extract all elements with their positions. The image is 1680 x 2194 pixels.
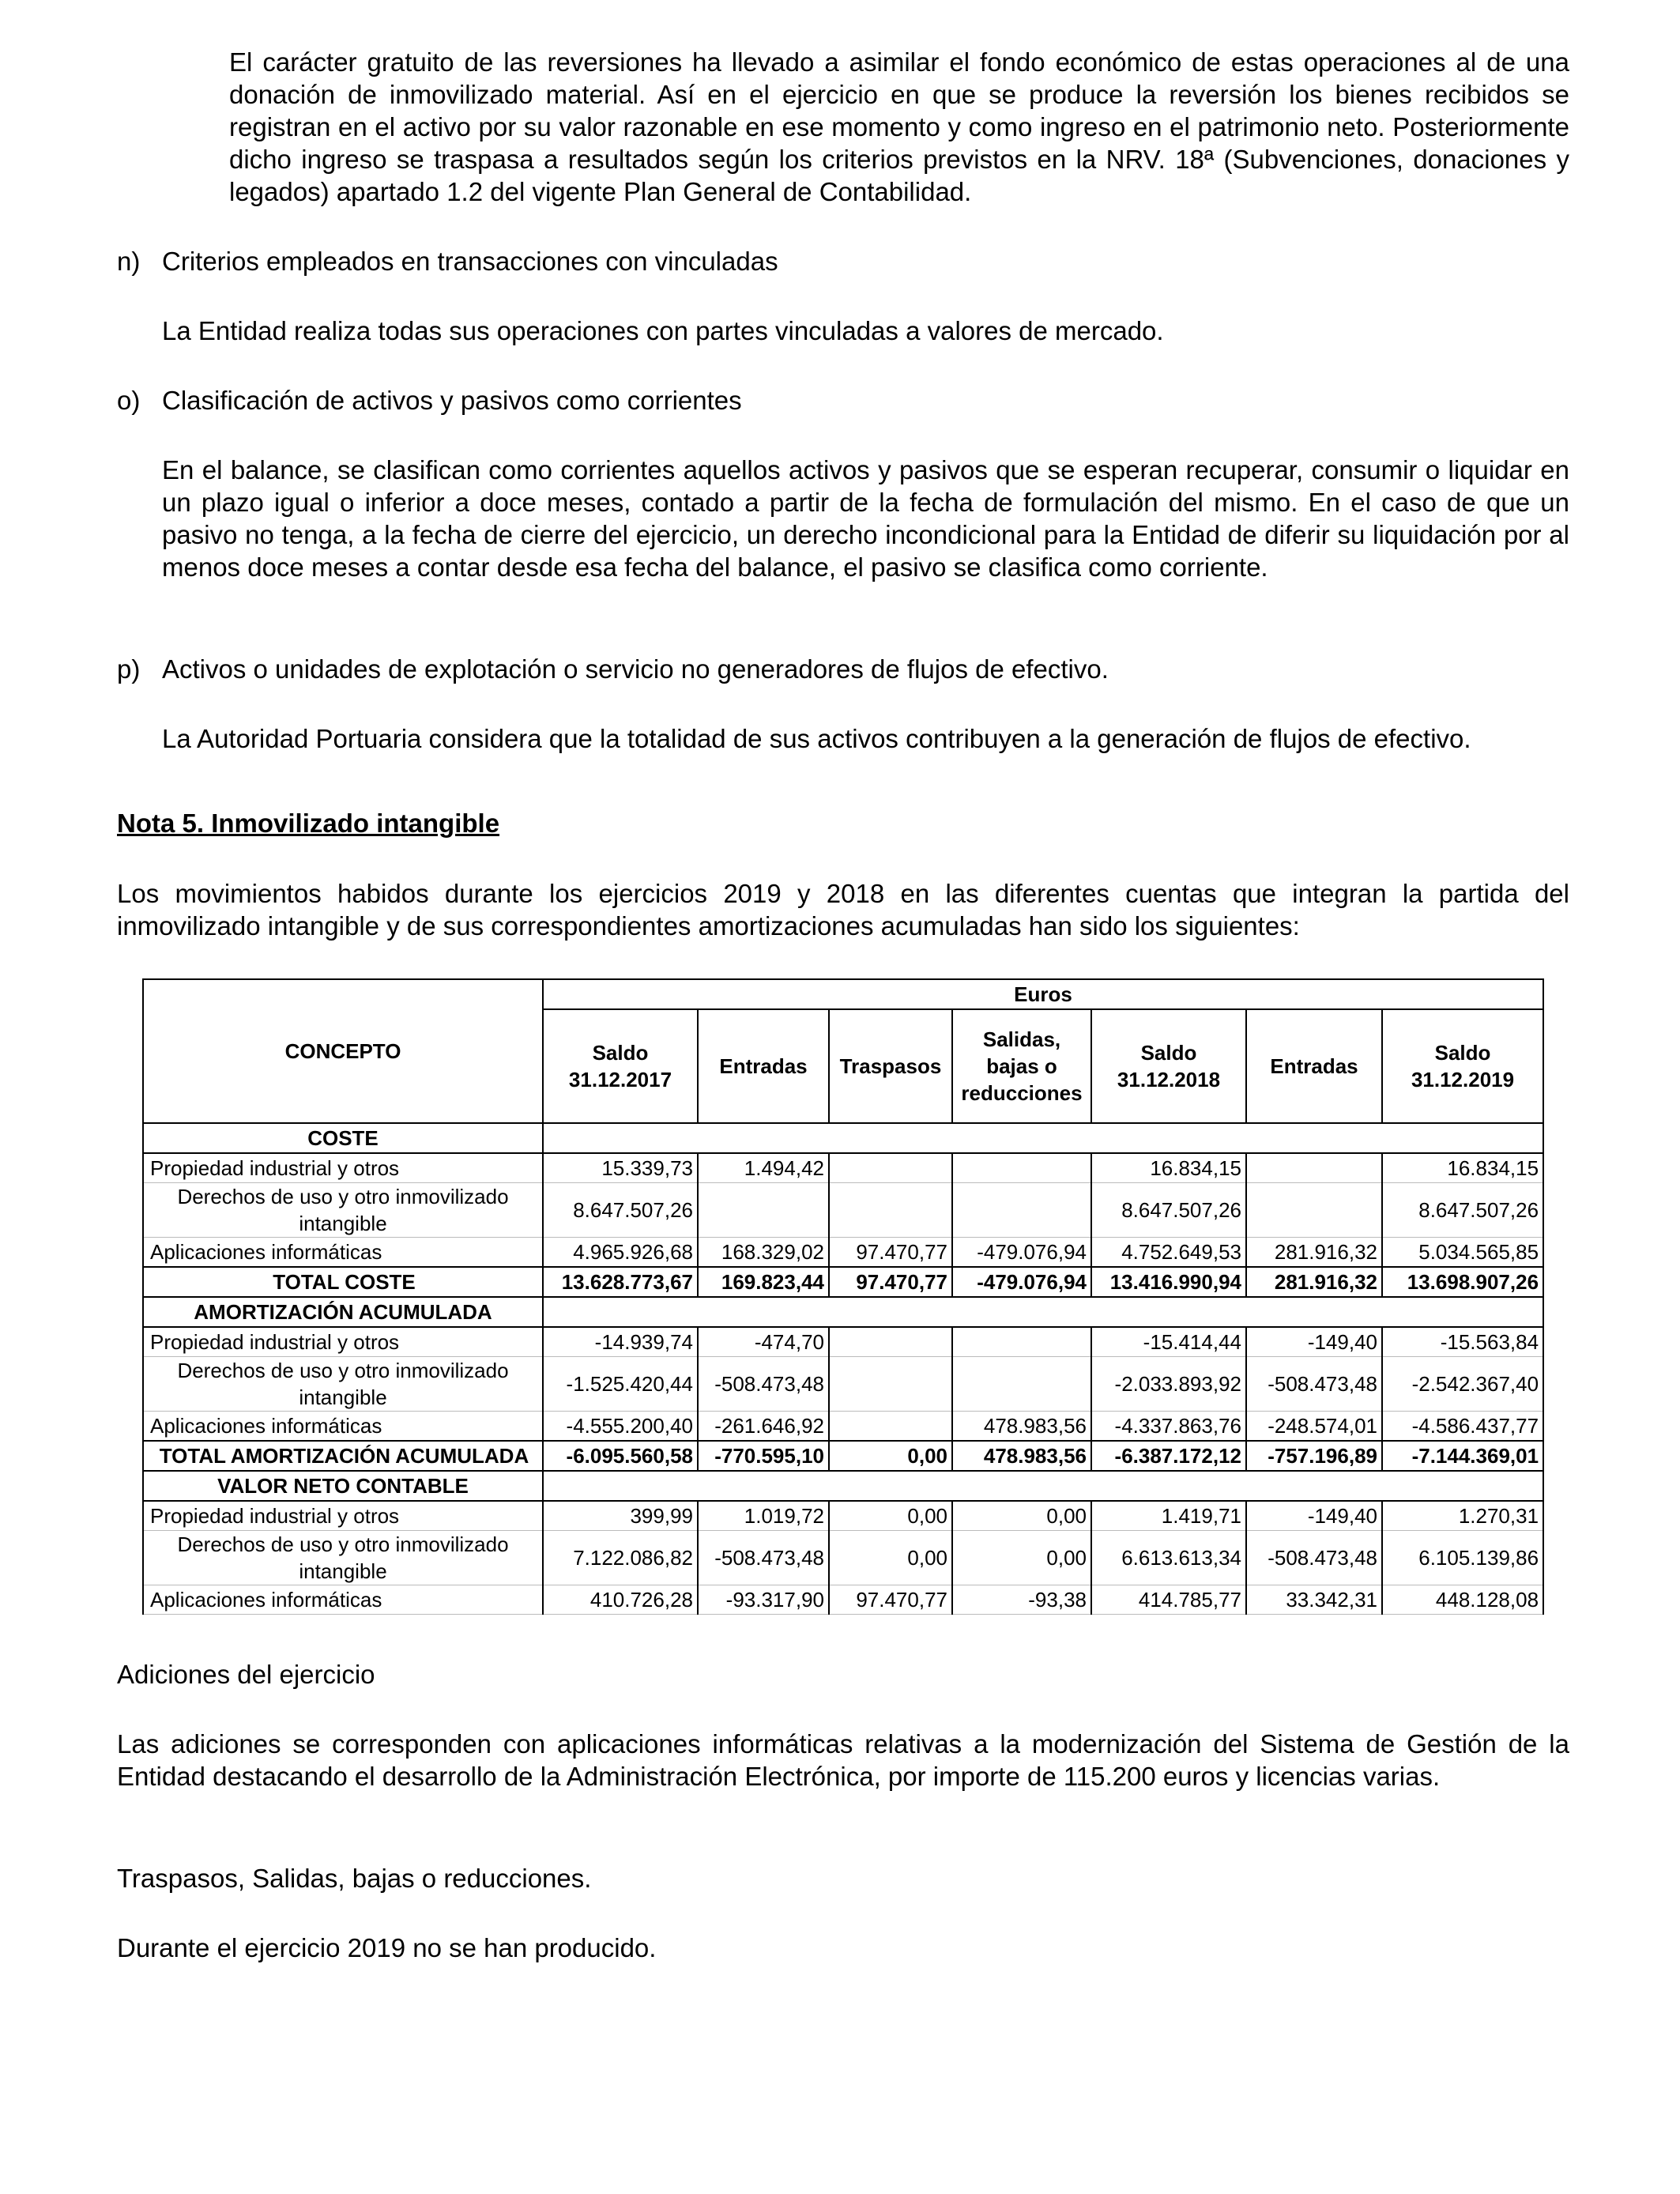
cell-value: -4.586.437,77 [1382,1412,1543,1442]
section-n-title: Criterios empleados en transacciones con vinculadas [162,247,778,276]
total-value: -6.387.172,12 [1091,1441,1246,1471]
cell-value: 399,99 [543,1501,698,1531]
intangible-table-wrap [142,978,1543,1615]
cell-value: -508.473,48 [1246,1357,1382,1412]
total-value: 478.983,56 [952,1441,1091,1471]
header-col: Salidas, bajas o reducciones [952,1009,1091,1123]
total-value: 13.698.907,26 [1382,1267,1543,1297]
cell-value: 97.470,77 [829,1585,952,1615]
table-row [143,1327,1543,1357]
cell-value: 0,00 [952,1531,1091,1585]
table-row [143,1183,1543,1238]
total-value: -757.196,89 [1246,1441,1382,1471]
cell-value: 8.647.507,26 [1091,1183,1246,1238]
row-label: Aplicaciones informáticas [143,1238,543,1268]
cell-value [829,1327,952,1357]
cell-value: 15.339,73 [543,1153,698,1183]
cell-value: -149,40 [1246,1501,1382,1531]
cell-value: -1.525.420,44 [543,1357,698,1412]
table-row [143,1412,1543,1442]
cell-value [952,1153,1091,1183]
total-value: -770.595,10 [698,1441,829,1471]
cell-value: -474,70 [698,1327,829,1357]
row-label: Derechos de uso y otro inmovilizado intangible [143,1183,543,1238]
cell-value: -2.033.893,92 [1091,1357,1246,1412]
header-col: Saldo 31.12.2019 [1382,1009,1543,1123]
header-concepto: CONCEPTO [143,979,543,1123]
cell-value: 281.916,32 [1246,1238,1382,1268]
section-empty [543,1123,1543,1153]
header-col: Entradas [1246,1009,1382,1123]
after-heading-2: Traspasos, Salidas, bajas o reducciones. [117,1864,592,1893]
section-p-heading [117,653,1109,685]
cell-value [829,1183,952,1238]
row-label: Propiedad industrial y otros [143,1501,543,1531]
cell-value [1246,1183,1382,1238]
cell-value: -93.317,90 [698,1585,829,1615]
table-row [143,1238,1543,1268]
cell-value: -261.646,92 [698,1412,829,1442]
cell-value: 4.752.649,53 [1091,1238,1246,1268]
cell-value [952,1183,1091,1238]
table-section-row [143,1123,1543,1153]
table-row [143,1153,1543,1183]
cell-value: -15.563,84 [1382,1327,1543,1357]
section-p-title: Activos o unidades de explotación o servicio no generadores de flujos de efectivo. [162,654,1109,684]
cell-value: 1.270,31 [1382,1501,1543,1531]
section-o-letter: o) [117,386,141,415]
total-label: TOTAL COSTE [143,1267,543,1297]
total-value: -6.095.560,58 [543,1441,698,1471]
cell-value: 448.128,08 [1382,1585,1543,1615]
cell-value: 33.342,31 [1246,1585,1382,1615]
total-value: -479.076,94 [952,1267,1091,1297]
total-value: 13.628.773,67 [543,1267,698,1297]
section-n-letter: n) [117,247,141,276]
intro-paragraph: El carácter gratuito de las reversiones ha llevado a asimilar el fondo económico de estas operaciones al de una donación de inmovilizado material. Así en el ejercicio en que se produce la reversión los bienes recibidos se registran en el activo por su valor razonable en ese momento y como ingreso en el patrimonio neto. Posteriormente dicho ingreso se traspasa a resultados según los criterios previstos en la NRV. 18ª (Subvenciones, donaciones y legados) apartado 1.2 del vigente Plan General de Contabilidad. [229,47,1569,206]
table-row [143,1357,1543,1412]
cell-value: -508.473,48 [1246,1531,1382,1585]
total-label: TOTAL AMORTIZACIÓN ACUMULADA [143,1441,543,1471]
cell-value [698,1183,829,1238]
cell-value [952,1357,1091,1412]
cell-value [829,1357,952,1412]
header-col: Traspasos [829,1009,952,1123]
cell-value: 168.329,02 [698,1238,829,1268]
header-col: Saldo 31.12.2017 [543,1009,698,1123]
cell-value: -2.542.367,40 [1382,1357,1543,1412]
cell-value: 0,00 [952,1501,1091,1531]
section-empty [543,1471,1543,1501]
section-title: AMORTIZACIÓN ACUMULADA [143,1297,543,1327]
section-o-title: Clasificación de activos y pasivos como corrientes [162,386,742,415]
row-label: Aplicaciones informáticas [143,1412,543,1442]
cell-value: 6.105.139,86 [1382,1531,1543,1585]
cell-value [1246,1153,1382,1183]
cell-value: -479.076,94 [952,1238,1091,1268]
total-value: -7.144.369,01 [1382,1441,1543,1471]
cell-value: -93,38 [952,1585,1091,1615]
cell-value: 8.647.507,26 [543,1183,698,1238]
after-paragraph-1: Las adiciones se corresponden con aplicaciones informáticas relativas a la modernización del Sistema de Gestión de la Entidad destacando el desarrollo de la Administración Electrónica, por importe de 115.200 euros y licencias varias. [117,1729,1569,1791]
total-row [143,1441,1543,1471]
cell-value: 97.470,77 [829,1238,952,1268]
total-value: 281.916,32 [1246,1267,1382,1297]
cell-value: 0,00 [829,1531,952,1585]
cell-value: 1.019,72 [698,1501,829,1531]
cell-value: -4.337.863,76 [1091,1412,1246,1442]
cell-value: 6.613.613,34 [1091,1531,1246,1585]
section-p-letter: p) [117,654,141,684]
total-value: 0,00 [829,1441,952,1471]
section-title: COSTE [143,1123,543,1153]
table-section-row [143,1471,1543,1501]
cell-value [829,1153,952,1183]
cell-value: -508.473,48 [698,1357,829,1412]
row-label: Propiedad industrial y otros [143,1327,543,1357]
table-row [143,1531,1543,1585]
cell-value: 410.726,28 [543,1585,698,1615]
cell-value: 7.122.086,82 [543,1531,698,1585]
section-title: VALOR NETO CONTABLE [143,1471,543,1501]
after-heading-1: Adiciones del ejercicio [117,1660,375,1689]
section-n-body: La Entidad realiza todas sus operaciones con partes vinculadas a valores de mercado. [162,316,1164,345]
total-value: 13.416.990,94 [1091,1267,1246,1297]
cell-value: 16.834,15 [1382,1153,1543,1183]
row-label: Propiedad industrial y otros [143,1153,543,1183]
row-label: Aplicaciones informáticas [143,1585,543,1615]
nota-title: Nota 5. Inmovilizado intangible [117,809,500,838]
table-section-row [143,1297,1543,1327]
row-label: Derechos de uso y otro inmovilizado intangible [143,1531,543,1585]
header-col: Entradas [698,1009,829,1123]
cell-value: -4.555.200,40 [543,1412,698,1442]
header-euros: Euros [543,979,1543,1009]
cell-value: -149,40 [1246,1327,1382,1357]
table-row [143,1501,1543,1531]
cell-value: 0,00 [829,1501,952,1531]
intangible-table [142,978,1544,1615]
total-value: 169.823,44 [698,1267,829,1297]
cell-value: -248.574,01 [1246,1412,1382,1442]
cell-value: 1.419,71 [1091,1501,1246,1531]
after-paragraph-2: Durante el ejercicio 2019 no se han producido. [117,1933,657,1962]
cell-value: 4.965.926,68 [543,1238,698,1268]
table-body [143,1123,1543,1615]
cell-value [952,1327,1091,1357]
cell-value: 414.785,77 [1091,1585,1246,1615]
section-n-heading [117,245,778,277]
cell-value: -14.939,74 [543,1327,698,1357]
cell-value: -508.473,48 [698,1531,829,1585]
total-row [143,1267,1543,1297]
nota-intro: Los movimientos habidos durante los ejercicios 2019 y 2018 en las diferentes cuentas que integran la partida del inmovilizado intangible y de sus correspondientes amortizaciones acumuladas han sido los siguientes: [117,879,1569,941]
cell-value [829,1412,952,1442]
cell-value: 5.034.565,85 [1382,1238,1543,1268]
cell-value: -15.414,44 [1091,1327,1246,1357]
section-p-body: La Autoridad Portuaria considera que la totalidad de sus activos contribuyen a la generación de flujos de efectivo. [162,724,1471,753]
table-row [143,1585,1543,1615]
section-empty [543,1297,1543,1327]
section-o-heading [117,384,742,417]
cell-value: 8.647.507,26 [1382,1183,1543,1238]
cell-value: 16.834,15 [1091,1153,1246,1183]
row-label: Derechos de uso y otro inmovilizado intangible [143,1357,543,1412]
header-col: Saldo 31.12.2018 [1091,1009,1246,1123]
section-o-body: En el balance, se clasifican como corrientes aquellos activos y pasivos que se esperan recuperar, consumir o liquidar en un plazo igual o inferior a doce meses, contado a partir de la fecha de formulación del mismo. En el caso de que un pasivo no tenga, a la fecha de cierre del ejercicio, un derecho incondicional para la Entidad de diferir su liquidación por al menos doce meses a contar desde esa fecha del balance, el pasivo se clasifica como corriente. [162,455,1569,582]
total-value: 97.470,77 [829,1267,952,1297]
cell-value: 1.494,42 [698,1153,829,1183]
cell-value: 478.983,56 [952,1412,1091,1442]
